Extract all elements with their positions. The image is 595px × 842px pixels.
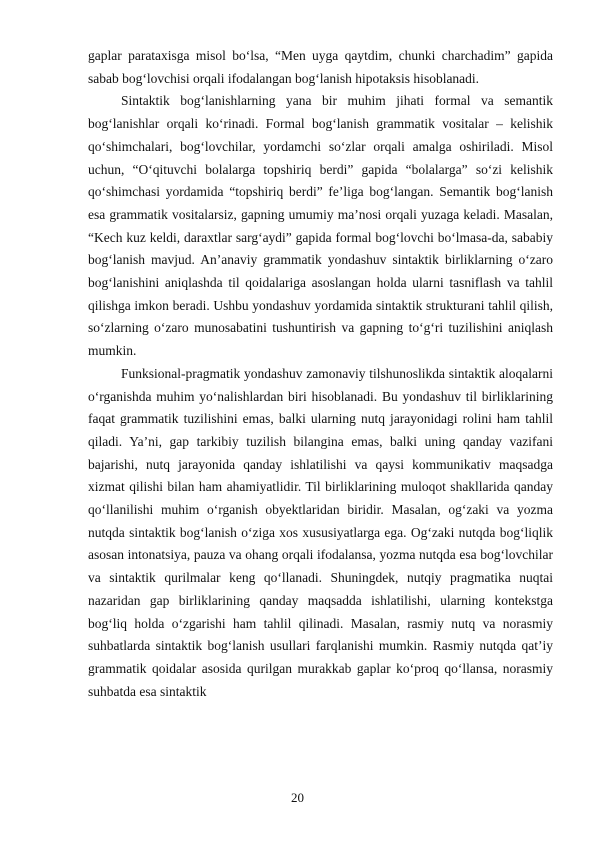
paragraph-continuation: gaplar parataxisga misol bo‘lsa, “Men uyga qaytdim, chunki charchadim” gapida sabab bog‘lovchisi orqali ifodalangan bog‘lanish hipotaksis hisoblanadi.	[88, 48, 553, 86]
body-text	[88, 45, 553, 703]
paragraph-functional-pragmatic: Funksional-pragmatik yondashuv zamonaviy tilshunoslikda sintaktik aloqalarni o‘rganishda muhim yo‘nalishlardan biri hisoblanadi. Bu yondashuv til birliklarining faqat grammatik tuzilishini emas, balki ularning nutq jarayonidagi rolini ham tahlil qiladi. Ya’ni, gap tarkibiy tuzilish bilangina emas, balki uning qanday vazifani bajarishi, nutq jarayonida qanday ishlatilishi va qaysi kommunikativ maqsadga xizmat qilishi bilan ham ahamiyatlidir. Til birliklarining muloqot shakllarida qanday qo‘llanilishi muhim o‘rganish obyektlaridan biridir. Masalan, og‘zaki va yozma nutqda sintaktik bog‘lanish o‘ziga xos xususiyatlarga ega. Og‘zaki nutqda bog‘liqlik asosan intonatsiya, pauza va ohang orqali ifodalansa, yozma nutqda esa bog‘lovchilar va sintaktik qurilmalar keng qo‘llanadi. Shuningdek, nutqiy pragmatika nuqtai nazaridan gap birliklarining qanday maqsadda ishlatilishi, ularning kontekstga bog‘liq holda o‘zgarishi ham tahlil qilinadi. Masalan, rasmiy nutq va norasmiy suhbatlarda sintaktik bog‘lanish usullari farqlanishi mumkin. Rasmiy nutqda qat’iy grammatik qoidalar asosida qurilgan murakkab gaplar ko‘proq qo‘llansa, norasmiy suhbatda esa sintaktik	[88, 365, 553, 699]
paragraph-formal-semantic: Sintaktik bog‘lanishlarning yana bir muhim jihati formal va semantik bog‘lanishlar orqali ko‘rinadi. Formal bog‘lanish grammatik vositalar – kelishik qo‘shimchalari, bog‘lovchilar, yordamchi so‘zlar orqali amalga oshiriladi. Misol uchun, “O‘qituvchi bolalarga topshiriq berdi” gapida “bolalarga” so‘zi kelishik qo‘shimchasi yordamida “topshiriq berdi” fe’liga bog‘langan. Semantik bog‘lanish esa grammatik vositalarsiz, gapning umumiy ma’nosi orqali yuzaga keladi. Masalan, “Kech kuz keldi, daraxtlar sarg‘aydi” gapida formal bog‘lovchi bo‘lmasa-da, sababiy bog‘lanish mavjud. An’anaviy grammatik yondashuv sintaktik birliklarning o‘zaro bog‘lanishini aniqlashda til qoidalariga asoslangan holda ularni tasniflash va tahlil qilishga imkon beradi. Ushbu yondashuv yordamida sintaktik strukturani tahlil qilish, so‘zlarning o‘zaro munosabatini tushuntirish va gapning to‘g‘ri tuzilishini aniqlash mumkin.	[88, 93, 553, 359]
page-number: 20	[291, 790, 304, 805]
